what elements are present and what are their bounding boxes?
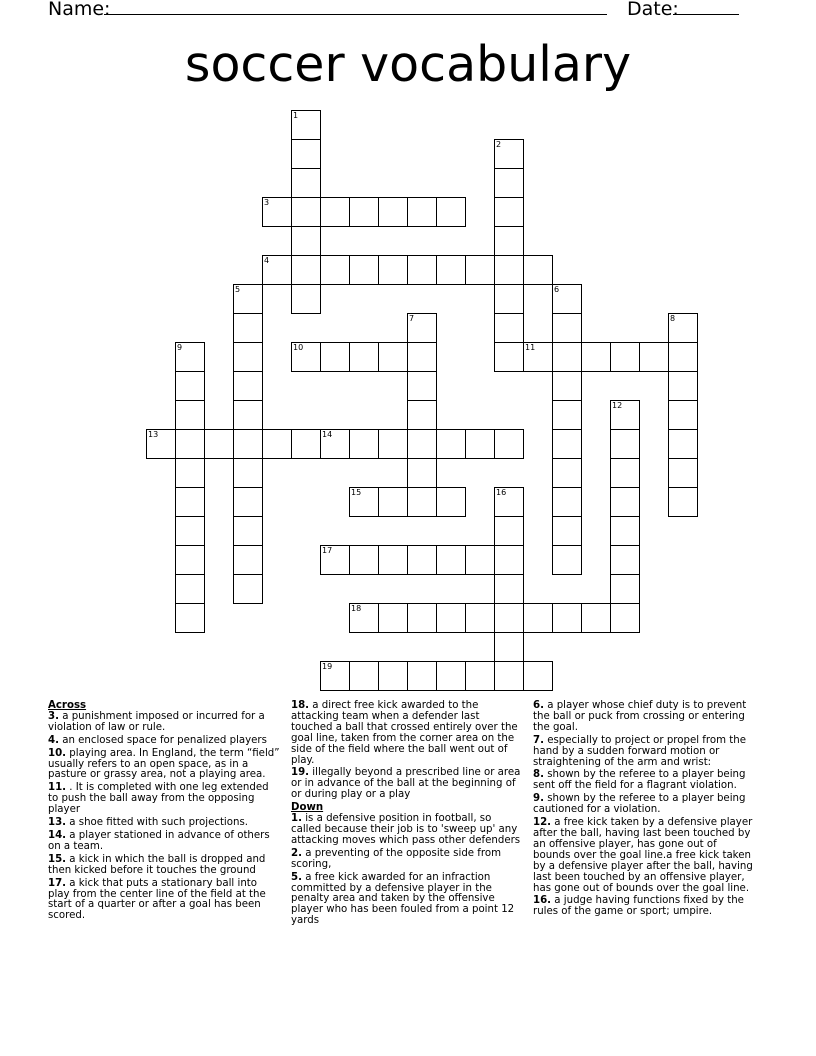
grid-cell[interactable] — [349, 487, 379, 517]
grid-cell[interactable] — [175, 371, 205, 401]
page-title: soccer vocabulary — [184, 36, 632, 93]
across-clue — [48, 879, 280, 923]
clue-text: a kick in which the ball is dropped and then kicked before it touches the ground — [48, 853, 266, 876]
grid-cell[interactable] — [523, 255, 553, 285]
clue-text: a punishment imposed or incurred for a violation of law or rule. — [48, 710, 265, 733]
grid-cell[interactable] — [465, 255, 495, 285]
grid-cell[interactable] — [378, 342, 408, 372]
grid-cell[interactable] — [494, 284, 524, 314]
grid-cell[interactable] — [233, 545, 263, 575]
grid-cell[interactable] — [552, 371, 582, 401]
clue-num: 7. — [533, 734, 544, 746]
clue-text: a free kick taken by a defensive player after the ball, having last been touched by an offensive player, has gone out of bounds over the goal line.a free kick taken by a defensive player after the ball, having last been touched by an offensive player, has gone out of bounds over the goal line. — [533, 817, 753, 894]
down-clue — [533, 736, 755, 769]
grid-cell[interactable] — [436, 487, 466, 517]
grid-cell[interactable] — [407, 255, 437, 285]
clue-num: 17. — [48, 877, 67, 889]
grid-cell[interactable] — [494, 661, 524, 691]
grid-cell[interactable] — [407, 371, 437, 401]
grid-cell[interactable] — [436, 197, 466, 227]
grid-cell[interactable] — [581, 603, 611, 633]
grid-cell[interactable] — [378, 603, 408, 633]
grid-cell[interactable] — [291, 342, 321, 372]
grid-cell[interactable] — [552, 400, 582, 430]
clue-num: 6. — [533, 700, 544, 711]
grid-cell[interactable] — [175, 487, 205, 517]
clue-num: 3. — [48, 710, 59, 722]
grid-cell[interactable] — [175, 603, 205, 633]
grid-cell[interactable] — [175, 458, 205, 488]
grid-cell[interactable] — [610, 342, 640, 372]
grid-cell[interactable] — [378, 661, 408, 691]
clue-num: 9. — [533, 793, 544, 805]
clue-text: an enclosed space for penalized players — [58, 734, 267, 746]
grid-cell[interactable] — [552, 313, 582, 343]
grid-cell[interactable] — [436, 429, 466, 459]
grid-cell[interactable] — [349, 545, 379, 575]
grid-cell[interactable] — [407, 342, 437, 372]
grid-cell[interactable] — [552, 603, 582, 633]
clue-text: shown by the referee to a player being sent off the field for a flagrant violation. — [533, 769, 746, 792]
grid-cell[interactable] — [610, 487, 640, 517]
clue-number: 5 — [235, 285, 241, 294]
down-clue — [533, 701, 755, 734]
grid-cell[interactable] — [494, 603, 524, 633]
across-clue — [48, 831, 280, 853]
grid-cell[interactable] — [349, 429, 379, 459]
clue-text: illegally beyond a prescribed line or area or in advance of the ball at the beginning of or during play or a play — [291, 767, 521, 801]
clue-num: 1. — [291, 813, 302, 825]
grid-cell[interactable] — [349, 197, 379, 227]
grid-cell[interactable] — [320, 545, 350, 575]
grid-cell[interactable] — [581, 342, 611, 372]
grid-cell[interactable] — [494, 168, 524, 198]
clue-num: 19. — [291, 767, 310, 779]
grid-cell[interactable] — [378, 545, 408, 575]
grid-cell[interactable] — [291, 226, 321, 256]
grid-cell[interactable] — [233, 371, 263, 401]
grid-cell[interactable] — [349, 342, 379, 372]
clue-text: shown by the referee to a player being cautioned for a violation. — [533, 793, 746, 816]
grid-cell[interactable] — [204, 429, 234, 459]
down-clue — [533, 818, 755, 894]
clue-number: 2 — [496, 140, 502, 149]
clue-number: 18 — [351, 604, 362, 613]
grid-cell[interactable] — [407, 458, 437, 488]
clue-num: 13. — [48, 817, 67, 829]
grid-cell[interactable] — [378, 487, 408, 517]
clue-text: playing area. In England, the term “field” usually refers to an open space, as in a pasture or grassy area, not a playing area. — [48, 747, 280, 781]
down-clue — [291, 873, 522, 928]
grid-cell[interactable] — [291, 429, 321, 459]
clue-number: 6 — [554, 285, 560, 294]
down-clue — [533, 794, 755, 816]
down-clue — [533, 896, 755, 918]
grid-cell[interactable] — [494, 197, 524, 227]
down-clue — [291, 849, 522, 871]
grid-cell[interactable] — [320, 197, 350, 227]
grid-cell[interactable] — [668, 371, 698, 401]
grid-cell[interactable] — [320, 342, 350, 372]
grid-cell[interactable] — [233, 458, 263, 488]
grid-cell[interactable] — [233, 487, 263, 517]
across-clue — [291, 701, 522, 766]
clue-number: 3 — [264, 198, 270, 207]
clue-num: 10. — [48, 747, 67, 759]
clue-number: 11 — [525, 343, 536, 352]
grid-cell[interactable] — [175, 574, 205, 604]
grid-cell[interactable] — [668, 458, 698, 488]
clue-number: 17 — [322, 546, 333, 555]
grid-cell[interactable] — [610, 574, 640, 604]
across-clue — [48, 855, 280, 877]
across-clue — [48, 712, 280, 734]
grid-cell[interactable] — [291, 110, 321, 140]
grid-cell[interactable] — [494, 313, 524, 343]
grid-cell[interactable] — [610, 516, 640, 546]
grid-cell[interactable] — [407, 603, 437, 633]
clue-number: 13 — [148, 430, 159, 439]
clue-number: 8 — [670, 314, 676, 323]
across-clue — [48, 736, 280, 747]
grid-cell[interactable] — [494, 574, 524, 604]
down-clue — [533, 770, 755, 792]
clue-number: 15 — [351, 488, 362, 497]
grid-cell[interactable] — [407, 545, 437, 575]
grid-cell[interactable] — [610, 458, 640, 488]
clue-num: 4. — [48, 734, 59, 746]
grid-cell[interactable] — [233, 400, 263, 430]
grid-cell[interactable] — [494, 487, 524, 517]
grid-cell[interactable] — [233, 313, 263, 343]
grid-cell[interactable] — [523, 661, 553, 691]
grid-cell[interactable] — [146, 429, 176, 459]
clues-column-1 — [48, 701, 280, 924]
grid-cell[interactable] — [291, 197, 321, 227]
grid-cell[interactable] — [610, 545, 640, 575]
grid-cell[interactable] — [610, 603, 640, 633]
grid-cell[interactable] — [494, 545, 524, 575]
grid-cell[interactable] — [668, 342, 698, 372]
clue-text: a free kick awarded for an infraction committed by a defensive player in the penalty area and taken by the offensive player who has been fouled from a point 12 yards — [291, 871, 515, 927]
grid-cell[interactable] — [291, 284, 321, 314]
across-clue — [48, 818, 280, 829]
grid-cell[interactable] — [552, 284, 582, 314]
grid-cell[interactable] — [465, 545, 495, 575]
grid-cell[interactable] — [233, 342, 263, 372]
grid-cell[interactable] — [233, 284, 263, 314]
grid-cell[interactable] — [523, 342, 553, 372]
clue-num: 18. — [291, 700, 310, 711]
grid-cell[interactable] — [494, 429, 524, 459]
clue-number: 9 — [177, 343, 183, 352]
grid-cell[interactable] — [378, 197, 408, 227]
grid-cell[interactable] — [233, 516, 263, 546]
clue-text: a shoe fitted with such projections. — [66, 817, 248, 829]
grid-cell[interactable] — [639, 342, 669, 372]
clue-text: . It is completed with one leg extended to push the ball away from the opposing player — [48, 782, 269, 816]
grid-cell[interactable] — [378, 429, 408, 459]
clue-num: 11. — [48, 782, 67, 794]
clue-num: 15. — [48, 853, 67, 865]
grid-cell[interactable] — [552, 516, 582, 546]
grid-cell[interactable] — [349, 661, 379, 691]
grid-cell[interactable] — [175, 429, 205, 459]
grid-cell[interactable] — [320, 429, 350, 459]
grid-cell[interactable] — [610, 429, 640, 459]
name-label: Name: — [48, 0, 111, 20]
grid-cell[interactable] — [262, 429, 292, 459]
grid-cell[interactable] — [436, 545, 466, 575]
grid-cell[interactable] — [175, 400, 205, 430]
grid-cell[interactable] — [291, 255, 321, 285]
across-clue — [48, 749, 280, 782]
clue-number: 19 — [322, 662, 333, 671]
grid-cell[interactable] — [175, 342, 205, 372]
grid-cell[interactable] — [175, 545, 205, 575]
grid-cell[interactable] — [494, 632, 524, 662]
grid-cell[interactable] — [494, 342, 524, 372]
clues-column-2 — [291, 701, 522, 929]
grid-cell[interactable] — [552, 458, 582, 488]
down-clue — [291, 814, 522, 847]
date-label: Date: — [627, 0, 679, 20]
clue-number: 12 — [612, 401, 623, 410]
grid-cell[interactable] — [436, 603, 466, 633]
clues-column-3 — [533, 701, 755, 920]
grid-cell[interactable] — [465, 603, 495, 633]
grid-cell[interactable] — [494, 226, 524, 256]
grid-cell[interactable] — [291, 168, 321, 198]
grid-cell[interactable] — [407, 313, 437, 343]
grid-cell[interactable] — [552, 429, 582, 459]
grid-cell[interactable] — [494, 516, 524, 546]
grid-cell[interactable] — [668, 429, 698, 459]
grid-cell[interactable] — [291, 139, 321, 169]
clue-number: 16 — [496, 488, 507, 497]
grid-cell[interactable] — [668, 487, 698, 517]
clue-number: 1 — [293, 111, 299, 120]
grid-cell[interactable] — [175, 516, 205, 546]
grid-cell[interactable] — [610, 400, 640, 430]
grid-cell[interactable] — [465, 661, 495, 691]
grid-cell[interactable] — [320, 255, 350, 285]
grid-cell[interactable] — [407, 429, 437, 459]
clue-text: a player stationed in advance of others on a team. — [48, 829, 270, 852]
clue-num: 2. — [291, 847, 302, 859]
grid-cell[interactable] — [407, 661, 437, 691]
grid-cell[interactable] — [494, 139, 524, 169]
grid-cell[interactable] — [465, 429, 495, 459]
grid-cell[interactable] — [262, 197, 292, 227]
clue-number: 4 — [264, 256, 270, 265]
across-clue — [48, 783, 280, 816]
clue-text: a judge having functions fixed by the rules of the game or sport; umpire. — [533, 895, 744, 918]
clue-num: 12. — [533, 817, 552, 829]
clue-number: 14 — [322, 430, 333, 439]
grid-cell[interactable] — [552, 487, 582, 517]
down-heading: Down — [291, 802, 324, 814]
grid-cell[interactable] — [436, 661, 466, 691]
across-clue — [291, 768, 522, 801]
clue-text: especially to project or propel from the hand by a sudden forward motion or straightening of the arm and wrist: — [533, 734, 746, 768]
grid-cell[interactable] — [523, 603, 553, 633]
grid-cell[interactable] — [668, 313, 698, 343]
grid-cell[interactable] — [552, 342, 582, 372]
grid-cell[interactable] — [407, 487, 437, 517]
grid-cell[interactable] — [349, 255, 379, 285]
clue-number: 7 — [409, 314, 415, 323]
grid-cell[interactable] — [233, 429, 263, 459]
clue-text: a kick that puts a stationary ball into play from the center line of the field at the start of a quarter or after a goal has been scored. — [48, 877, 266, 922]
grid-cell[interactable] — [407, 197, 437, 227]
grid-cell[interactable] — [552, 545, 582, 575]
grid-cell[interactable] — [320, 661, 350, 691]
clue-text: a preventing of the opposite side from scoring, — [291, 847, 501, 870]
clue-text: a player whose chief duty is to prevent the ball or puck from crossing or entering the goal. — [533, 700, 747, 733]
grid-cell[interactable] — [262, 255, 292, 285]
grid-cell[interactable] — [407, 400, 437, 430]
clue-text: is a defensive position in football, so called because their job is to 'sweep up' any attacking moves which pass other defenders — [291, 813, 521, 846]
clue-num: 8. — [533, 769, 544, 781]
clue-num: 16. — [533, 895, 552, 907]
grid-cell[interactable] — [494, 255, 524, 285]
clue-number: 10 — [293, 343, 304, 352]
grid-cell[interactable] — [378, 255, 408, 285]
clue-num: 5. — [291, 871, 302, 883]
clue-num: 14. — [48, 829, 67, 841]
grid-cell[interactable] — [668, 400, 698, 430]
grid-cell[interactable] — [436, 255, 466, 285]
across-heading: Across — [48, 700, 87, 711]
grid-cell[interactable] — [349, 603, 379, 633]
clue-text: a direct free kick awarded to the attacking team when a defender last touched a ball that crossed entirely over the goal line, taken from the corner area on the side of the field where the ball went out of play. — [291, 700, 518, 766]
grid-cell[interactable] — [233, 574, 263, 604]
